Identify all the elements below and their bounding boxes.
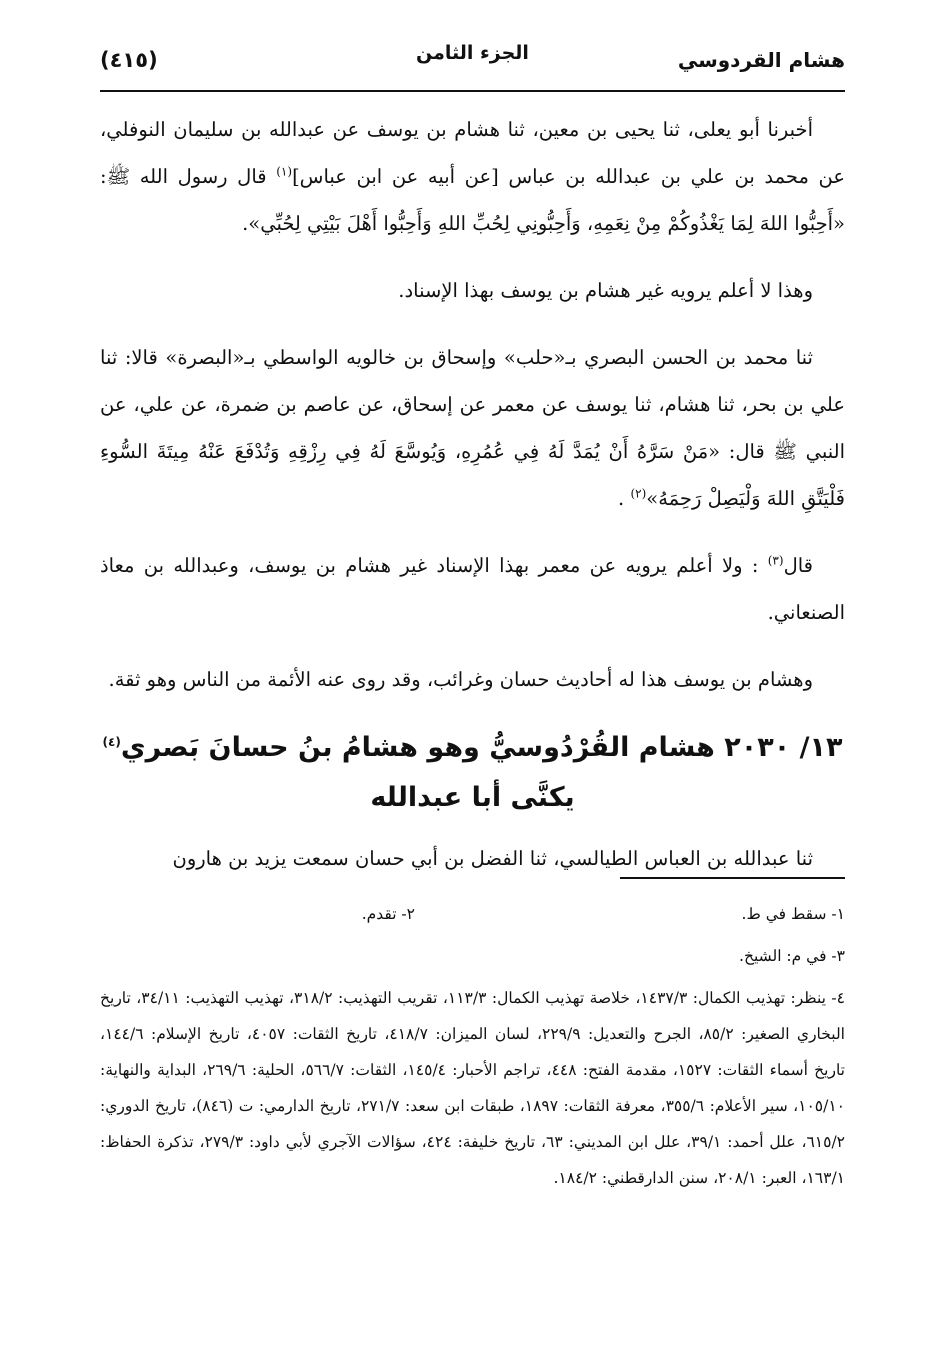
paragraph-4-tail: : ولا أعلم يرويه عن معمر بهذا الإسناد غير هشام بن يوسف، وعبدالله بن معاذ الصنعاني. bbox=[100, 554, 845, 624]
footnote-3: ٣- في م: الشيخ. bbox=[739, 947, 845, 965]
footnote-ref-3: (٣) bbox=[767, 553, 784, 568]
entry-heading bbox=[100, 723, 845, 823]
main-text bbox=[100, 106, 845, 902]
page-header bbox=[100, 38, 845, 90]
paragraph-3: ثنا محمد بن الحسن البصري بـ«حلب» وإسحاق بن خالويه الواسطي بـ«البصرة» قالا: ثنا علي بن بحر، ثنا هشام، ثنا يوسف عن معمر عن إسحاق، عن عاصم بن ضمرة، عن علي، عن النبي ﷺ قال: «مَنْ سَرَّهُ أَنْ يُمَدَّ لَهُ فِي عُمُرِهِ، وَيُوسَّعَ لَهُ فِي رِزْقِهِ وَتُدْفَعَ عَنْهُ مِيتَةَ السُّوءِ فَلْيَتَّقِ اللهَ وَلْيَصِلْ رَحِمَهُ»$^{(٢)}$ . bbox=[100, 346, 845, 510]
paragraph-5: وهشام بن يوسف هذا له أحاديث حسان وغرائب، وقد روى عنه الأئمة من الناس وهو ثقة. bbox=[108, 668, 813, 691]
entry-subheading: يكنَّى أبا عبدالله bbox=[370, 782, 575, 813]
paragraph-3-text: ثنا محمد بن الحسن البصري بـ«حلب» وإسحاق بن خالويه الواسطي بـ«البصرة» قالا: ثنا علي بن بحر، ثنا هشام، ثنا يوسف عن معمر عن إسحاق، عن عاصم بن ضمرة، عن علي، عن النبي ﷺ قال: «مَنْ سَرَّهُ أَنْ يُمَدَّ لَهُ فِي عُمُرِهِ، وَيُوسَّعَ لَهُ فِي رِزْقِهِ وَتُدْفَعَ عَنْهُ مِيتَةَ السُّوءِ فَلْيَتَّقِ اللهَ وَلْيَصِلْ رَحِمَهُ» bbox=[100, 346, 845, 510]
footnote-4: ٤- ينظر: تهذيب الكمال: ١٤٣٧/٣، خلاصة تهذيب الكمال: ١١٣/٣، تقريب التهذيب: ٣١٨/٢، تهذيب التهذيب: ٣٤/١١، تاريخ البخاري الصغير: ٨٥/٢، الجرح والتعديل: ٢٢٩/٩، لسان الميزان: ٤١٨/٧، تاريخ الثقات: ٤٠٥٧، تاريخ الإسلام: ١٤٤/٦، تاريخ أسماء الثقات: ١٥٢٧، مقدمة الفتح: ٤٤٨، تراجم الأحبار: ١٤٥/٤، الثقات: ٥٦٦/٧، الحلية: ٢٦٩/٦، البداية والنهاية: ١٠٥/١٠، سير الأعلام: ٣٥٥/٦، معرفة الثقات: ١٨٩٧، طبقات ابن سعد: ٢٧١/٧، تاريخ الدارمي: ت (٨٤٦)، تاريخ الدوري: ٦١٥/٢، علل أحمد: ٣٩/١، علل ابن المديني: ٦٣، تاريخ خليفة: ٤٢٤، سؤالات الآجري لأبي داود: ٢٧٩/٣، تذكرة الحفاظ: ١٦٣/١، العبر: ٢٠٨/١، سنن الدارقطني: ١٨٤/٢. bbox=[100, 989, 846, 1187]
page-number: (٤١٥) bbox=[100, 48, 158, 72]
footnote-2: ٢- تقدم. bbox=[361, 905, 415, 923]
header-rule bbox=[100, 90, 845, 92]
footnote-ref-2: (٢) bbox=[630, 486, 647, 501]
paragraph-1-text: أخبرنا أبو يعلى، ثنا يحيى بن معين، ثنا هشام بن يوسف عن عبدالله بن سليمان النوفلي، عن محمد بن علي بن عبدالله بن عباس [عن أبيه عن ابن عباس] bbox=[100, 118, 846, 188]
footnote-rule bbox=[620, 877, 845, 879]
paragraph-2: وهذا لا أعلم يرويه غير هشام بن يوسف بهذا الإسناد. bbox=[398, 279, 813, 302]
entry-first-line: ثنا عبدالله بن العباس الطيالسي، ثنا الفضل بن أبي حسان سمعت يزيد بن هارون bbox=[172, 847, 813, 870]
footnote-1: ١- سقط في ط. bbox=[741, 905, 845, 923]
paragraph-1 bbox=[100, 106, 845, 247]
paragraph-4 bbox=[100, 542, 845, 636]
running-title: هشام القردوسي bbox=[677, 48, 845, 72]
footnote-ref-4: (٤) bbox=[102, 735, 121, 749]
entry-heading-text: ١٣/ ٢٠٣٠ هشام القُرْدُوسيُّ وهو هشامُ بنُ حسانَ بَصري bbox=[120, 732, 843, 763]
footnotes bbox=[100, 896, 845, 1196]
footnote-row-1 bbox=[100, 896, 845, 932]
part-title: الجزء الثامن bbox=[416, 42, 529, 64]
footnote-ref-1: (١) bbox=[276, 164, 293, 179]
paragraph-4-text: قال bbox=[783, 554, 813, 577]
paragraph-1-tail: قال رسول الله ﷺ: «أَحِبُّوا اللهَ لِمَا يَغْذُوكُمْ مِنْ نِعَمِهِ، وَأَحِبُّونِي لِحُبِّ اللهِ وَأَحِبُّوا أَهْلَ بَيْتِي لِحُبِّي». bbox=[100, 165, 845, 235]
